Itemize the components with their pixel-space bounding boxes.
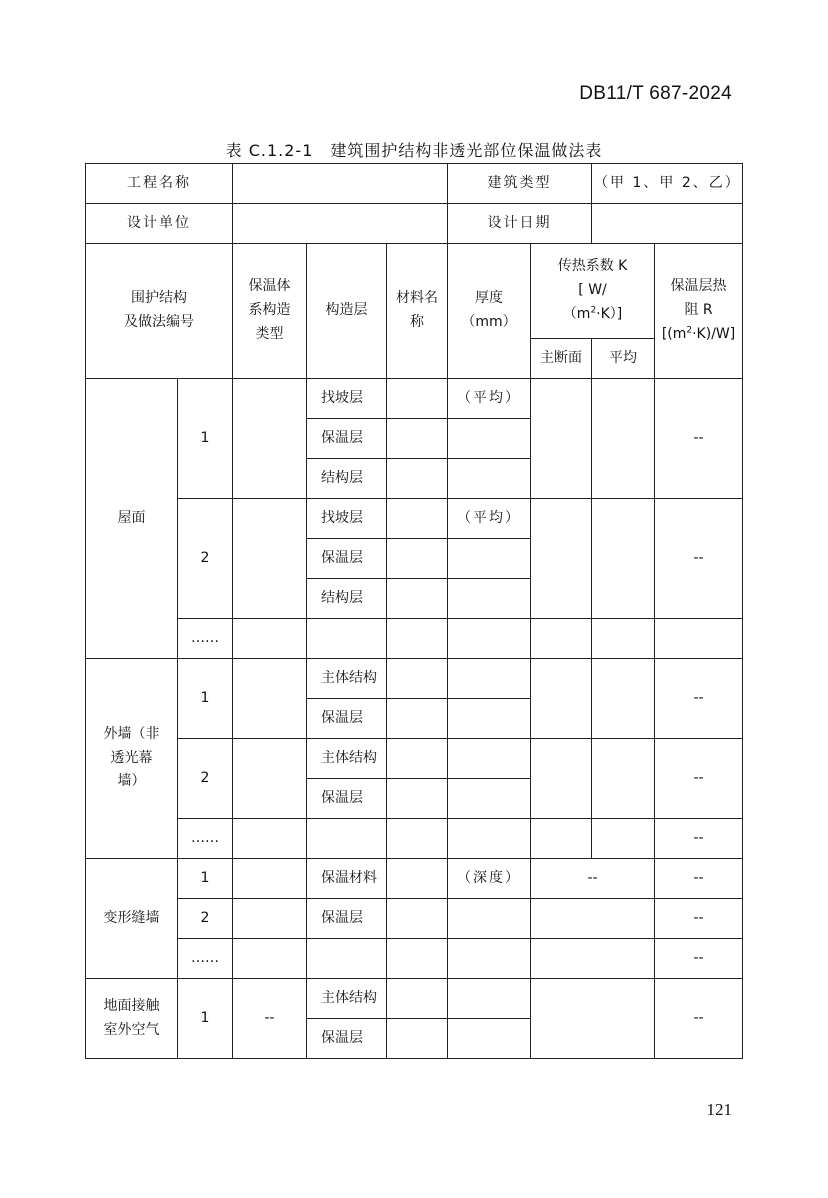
wall-more-layer[interactable]	[307, 819, 387, 859]
col-r-title: 保温层热 阻 R [(m	[661, 278, 727, 342]
building-type-label: 建筑类型	[448, 164, 592, 204]
col-k-avg: 平均	[592, 339, 655, 379]
roof-more: ……	[178, 619, 233, 659]
col-k-unit-tail: ·K）]	[596, 305, 623, 322]
wall-2-r[interactable]: --	[655, 739, 743, 819]
roof-2-material-2[interactable]	[387, 539, 448, 579]
wall-2-thickness-1[interactable]	[448, 739, 531, 779]
col-k-main: 主断面	[531, 339, 592, 379]
roof-2-system[interactable]	[233, 499, 307, 619]
roof-more-k-avg[interactable]	[592, 619, 655, 659]
wall-2-thickness-2[interactable]	[448, 779, 531, 819]
wall-2-system[interactable]	[233, 739, 307, 819]
roof-1-material-3[interactable]	[387, 459, 448, 499]
joint-1-no: 1	[178, 859, 233, 899]
superscript-2: 2	[590, 305, 597, 316]
roof-more-k-main[interactable]	[531, 619, 592, 659]
wall-1-k-avg[interactable]	[592, 659, 655, 739]
joint-2-k[interactable]	[531, 899, 655, 939]
design-unit-label: 设计单位	[86, 204, 233, 244]
insulation-table	[85, 163, 743, 1059]
col-k	[531, 244, 655, 339]
wall-1-material-2[interactable]	[387, 699, 448, 739]
roof-2-thickness-1[interactable]: （平均）	[448, 499, 531, 539]
wall-more-material[interactable]	[387, 819, 448, 859]
design-date-value[interactable]	[592, 204, 743, 244]
wall-1-thickness-1[interactable]	[448, 659, 531, 699]
wall-label: 外墙（非 透光幕 墙）	[86, 659, 178, 859]
joint-more: ……	[178, 939, 233, 979]
ground-1-r[interactable]: --	[655, 979, 743, 1059]
ground-label: 地面接触 室外空气	[86, 979, 178, 1059]
design-date-label: 设计日期	[448, 204, 592, 244]
joint-1-system[interactable]	[233, 859, 307, 899]
col-layer: 构造层	[307, 244, 387, 379]
roof-1-k-main[interactable]	[531, 379, 592, 499]
roof-more-r[interactable]	[655, 619, 743, 659]
joint-more-r[interactable]: --	[655, 939, 743, 979]
col-r-unit-tail: ·K)/W]	[692, 325, 736, 342]
roof-1-layer-3: 结构层	[307, 459, 387, 499]
joint-2-system[interactable]	[233, 899, 307, 939]
roof-1-thickness-3[interactable]	[448, 459, 531, 499]
wall-1-material-1[interactable]	[387, 659, 448, 699]
roof-1-material-1[interactable]	[387, 379, 448, 419]
roof-2-no: 2	[178, 499, 233, 619]
wall-more-k-avg[interactable]	[592, 819, 655, 859]
roof-1-thickness-1[interactable]: （平均）	[448, 379, 531, 419]
joint-2-material[interactable]	[387, 899, 448, 939]
joint-2-r[interactable]: --	[655, 899, 743, 939]
joint-2-no: 2	[178, 899, 233, 939]
roof-2-k-main[interactable]	[531, 499, 592, 619]
roof-more-layer[interactable]	[307, 619, 387, 659]
col-r	[655, 244, 743, 379]
wall-more-r[interactable]: --	[655, 819, 743, 859]
joint-2-thickness[interactable]	[448, 899, 531, 939]
wall-2-k-main[interactable]	[531, 739, 592, 819]
design-unit-value[interactable]	[233, 204, 448, 244]
wall-1-k-main[interactable]	[531, 659, 592, 739]
roof-2-layer-1: 找坡层	[307, 499, 387, 539]
wall-2-k-avg[interactable]	[592, 739, 655, 819]
joint-1-material[interactable]	[387, 859, 448, 899]
joint-more-material[interactable]	[387, 939, 448, 979]
col-k-title: 传热系数 K [ W/ （m	[557, 258, 628, 322]
roof-2-k-avg[interactable]	[592, 499, 655, 619]
roof-1-material-2[interactable]	[387, 419, 448, 459]
roof-1-k-avg[interactable]	[592, 379, 655, 499]
wall-1-system[interactable]	[233, 659, 307, 739]
joint-more-k[interactable]	[531, 939, 655, 979]
roof-2-thickness-2[interactable]	[448, 539, 531, 579]
col-system-type: 保温体 系构造 类型	[233, 244, 307, 379]
roof-2-r[interactable]: --	[655, 499, 743, 619]
roof-1-r[interactable]: --	[655, 379, 743, 499]
page-number: 121	[706, 1100, 732, 1119]
ground-1-layer-2: 保温层	[307, 1019, 387, 1059]
ground-1-system: --	[233, 979, 307, 1059]
roof-2-material-1[interactable]	[387, 499, 448, 539]
roof-more-material[interactable]	[387, 619, 448, 659]
building-type-options[interactable]: （甲 1、甲 2、乙）	[592, 164, 743, 204]
joint-1-layer: 保温材料	[307, 859, 387, 899]
superscript-2: 2	[686, 325, 693, 336]
roof-1-layer-2: 保温层	[307, 419, 387, 459]
roof-1-no: 1	[178, 379, 233, 499]
roof-more-thickness[interactable]	[448, 619, 531, 659]
joint-1-thickness[interactable]: （深度）	[448, 859, 531, 899]
roof-label: 屋面	[86, 379, 178, 659]
roof-1-layer-1: 找坡层	[307, 379, 387, 419]
wall-more-system[interactable]	[233, 819, 307, 859]
col-envelope: 围护结构 及做法编号	[86, 244, 233, 379]
wall-2-no: 2	[178, 739, 233, 819]
roof-2-thickness-3[interactable]	[448, 579, 531, 619]
wall-1-no: 1	[178, 659, 233, 739]
ground-1-layer-1: 主体结构	[307, 979, 387, 1019]
wall-2-layer-1: 主体结构	[307, 739, 387, 779]
ground-1-material-2[interactable]	[387, 1019, 448, 1059]
project-name-value[interactable]	[233, 164, 448, 204]
ground-1-thickness-1[interactable]	[448, 979, 531, 1019]
table-caption: 表 C.1.2-1 建筑围护结构非透光部位保温做法表	[225, 141, 603, 160]
joint-more-thickness[interactable]	[448, 939, 531, 979]
ground-1-thickness-2[interactable]	[448, 1019, 531, 1059]
roof-2-material-3[interactable]	[387, 579, 448, 619]
wall-2-material-2[interactable]	[387, 779, 448, 819]
roof-1-system[interactable]	[233, 379, 307, 499]
col-thickness: 厚度 （mm）	[448, 244, 531, 379]
roof-2-layer-3: 结构层	[307, 579, 387, 619]
joint-more-system[interactable]	[233, 939, 307, 979]
joint-2-layer: 保温层	[307, 899, 387, 939]
wall-2-layer-2: 保温层	[307, 779, 387, 819]
wall-1-layer-2: 保温层	[307, 699, 387, 739]
wall-more: ……	[178, 819, 233, 859]
roof-more-system[interactable]	[233, 619, 307, 659]
ground-1-material-1[interactable]	[387, 979, 448, 1019]
joint-more-layer[interactable]	[307, 939, 387, 979]
wall-more-k-main[interactable]	[531, 819, 592, 859]
project-name-label: 工程名称	[86, 164, 233, 204]
wall-1-r[interactable]: --	[655, 659, 743, 739]
wall-more-thickness[interactable]	[448, 819, 531, 859]
standard-code: DB11/T 687-2024	[579, 83, 732, 104]
roof-2-layer-2: 保温层	[307, 539, 387, 579]
ground-1-no: 1	[178, 979, 233, 1059]
roof-1-thickness-2[interactable]	[448, 419, 531, 459]
joint-1-r[interactable]: --	[655, 859, 743, 899]
wall-2-material-1[interactable]	[387, 739, 448, 779]
joint-1-k: --	[531, 859, 655, 899]
wall-1-thickness-2[interactable]	[448, 699, 531, 739]
ground-1-k[interactable]	[531, 979, 655, 1059]
col-material: 材料名 称	[387, 244, 448, 379]
wall-1-layer-1: 主体结构	[307, 659, 387, 699]
joint-label: 变形缝墙	[86, 859, 178, 979]
